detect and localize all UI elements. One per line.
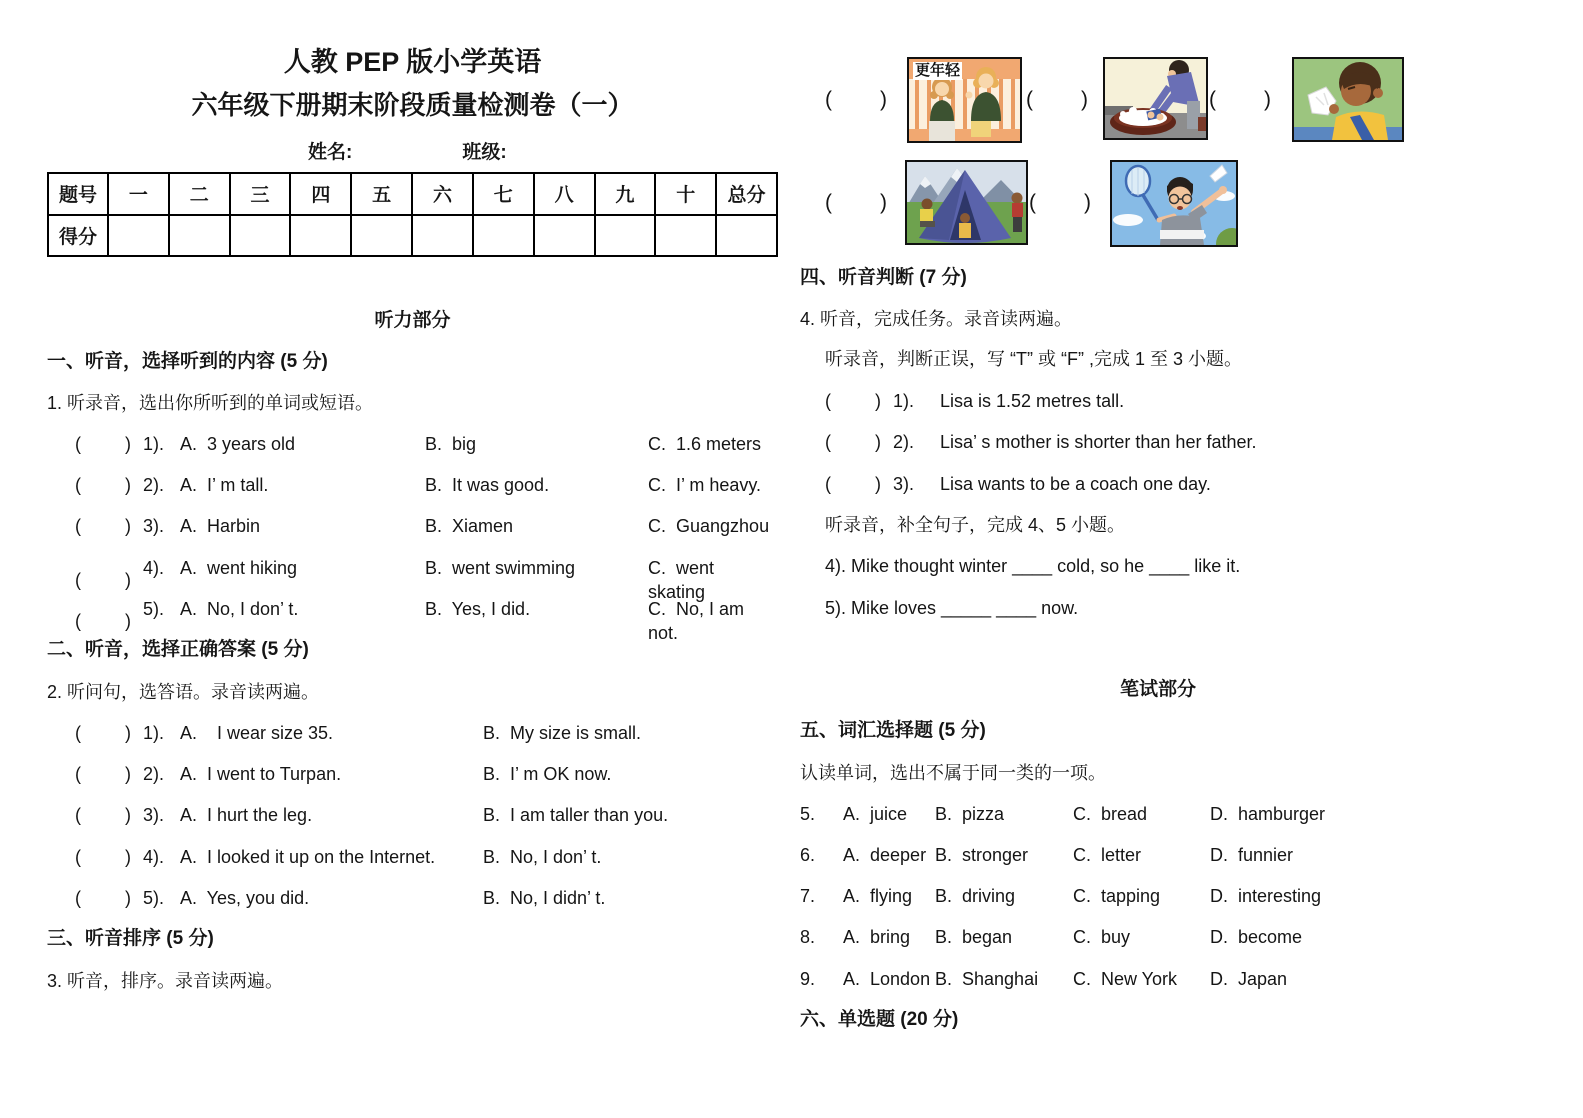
question-number: 5). (143, 599, 165, 619)
paren-open: ( (825, 391, 831, 411)
question-number: 2). (143, 764, 165, 784)
paren-open: ( (75, 570, 81, 590)
score-cell (473, 215, 534, 257)
section4-intro: 4. 听音，完成任务。录音读两遍。 (800, 309, 1073, 329)
answer-blank (75, 803, 143, 827)
fill-blank-sentence: 5). Mike loves _____ ____ now. (825, 598, 1079, 618)
score-cell (655, 215, 716, 257)
section2-heading: 二、听音，选择正确答案 (5 分) (47, 639, 309, 660)
exam-subtitle: 六年级下册期末阶段质量检测卷（一） (191, 90, 634, 120)
score-table (47, 172, 778, 257)
option-a: A. Yes, you did. (180, 888, 310, 908)
paren-open: ( (75, 475, 81, 495)
score-cell (534, 215, 595, 257)
score-col-1: 一 (108, 173, 169, 215)
option-a: A. juice (843, 804, 908, 824)
paren-close: ) (125, 475, 131, 495)
question-number: 1). (143, 723, 165, 743)
statement-text: Lisa is 1.52 metres tall. (940, 391, 1125, 411)
paren-open: ( (75, 434, 81, 454)
question-number: 2). (893, 432, 915, 452)
question-row (75, 803, 775, 827)
answer-blank (75, 845, 143, 869)
question-row (825, 389, 1515, 413)
section5-heading: 五、词汇选择题 (5 分) (800, 720, 986, 741)
score-col-3: 三 (230, 173, 291, 215)
question-number: 1). (893, 391, 915, 411)
picture-caption-younger: 更年轻 (915, 62, 961, 79)
option-b: B. Shanghai (935, 969, 1039, 989)
score-col-6: 六 (412, 173, 473, 215)
option-a: A. flying (843, 886, 913, 906)
score-row-label: 得分 (48, 215, 108, 257)
answer-blank (825, 88, 887, 112)
option-b: B. went swimming (425, 558, 576, 578)
question-row (75, 762, 775, 786)
section3-heading: 三、听音排序 (5 分) (47, 928, 214, 949)
option-c: C. I’ m heavy. (648, 475, 762, 495)
score-cell (108, 215, 169, 257)
option-b: B. big (425, 434, 477, 454)
question-row (800, 967, 1516, 991)
written-part-title: 笔试部分 (1119, 679, 1196, 700)
score-cell (290, 215, 351, 257)
option-d: D. become (1210, 927, 1303, 947)
name-class-row (308, 141, 507, 165)
paren-close: ) (125, 516, 131, 536)
paren-open: ( (75, 611, 81, 631)
question-row (800, 843, 1516, 867)
option-c: C. bread (1073, 804, 1148, 824)
option-c: C. No, I am not. (648, 599, 750, 643)
option-c: C. New York (1073, 969, 1178, 989)
fill-blank-sentence: 4). Mike thought winter ____ cold, so he ____ like it. (825, 556, 1241, 576)
paren-open: ( (825, 474, 831, 494)
question-number: 5. (800, 804, 816, 824)
paren-open: ( (825, 88, 832, 111)
score-col-2: 二 (169, 173, 230, 215)
score-table-header-row (48, 173, 777, 215)
option-a: A. Harbin (180, 516, 261, 536)
question-row (75, 432, 775, 456)
score-col-10: 十 (655, 173, 716, 215)
paren-close: ) (1081, 88, 1088, 111)
question-row (800, 884, 1516, 908)
option-a: A. I’ m tall. (180, 475, 269, 495)
option-b: B. Yes, I did. (425, 599, 531, 619)
paren-close: ) (125, 434, 131, 454)
option-b: B. stronger (935, 845, 1029, 865)
answer-blank (75, 432, 143, 456)
paren-open: ( (1209, 88, 1216, 111)
paren-close: ) (875, 432, 881, 452)
score-cell (412, 215, 473, 257)
paren-open: ( (825, 191, 832, 214)
question-number: 3). (143, 516, 165, 536)
question-row (75, 514, 775, 538)
option-c: C. tapping (1073, 886, 1161, 906)
section4-heading: 四、听音判断 (7 分) (800, 267, 967, 288)
paren-open: ( (75, 888, 81, 908)
question-row (800, 925, 1516, 949)
answer-blank (75, 473, 143, 497)
score-cell (595, 215, 656, 257)
answer-blank (1026, 88, 1088, 112)
statement-text: Lisa’ s mother is shorter than her father. (940, 432, 1257, 452)
score-cell (351, 215, 412, 257)
score-col-total: 总分 (716, 173, 777, 215)
option-c: C. went skating (648, 558, 720, 602)
option-d: D. interesting (1210, 886, 1322, 906)
score-cell (716, 215, 777, 257)
option-b: B. Xiamen (425, 516, 514, 536)
question-number: 5). (143, 888, 165, 908)
section3-intro: 3. 听音，排序。录音读两遍。 (47, 971, 284, 991)
question-number: 2). (143, 475, 165, 495)
question-row (825, 430, 1515, 454)
class-label: 班级: (462, 142, 507, 163)
option-d: D. Japan (1210, 969, 1288, 989)
question-row (800, 802, 1516, 826)
paren-close: ) (880, 191, 887, 214)
paren-open: ( (75, 516, 81, 536)
question-row (75, 845, 775, 869)
option-b: B. began (935, 927, 1013, 947)
paren-open: ( (75, 723, 81, 743)
paren-open: ( (1026, 88, 1033, 111)
answer-blank (825, 430, 893, 454)
paren-close: ) (880, 88, 887, 111)
score-col-8: 八 (534, 173, 595, 215)
option-d: D. funnier (1210, 845, 1294, 865)
question-number: 9. (800, 969, 816, 989)
exam-title: 人教 PEP 版小学英语 (283, 47, 542, 77)
picture-badminton (1110, 160, 1238, 247)
section4-fill-instruction: 听录音，补全句子，完成 4、5 小题。 (825, 515, 1126, 535)
paren-open: ( (75, 805, 81, 825)
option-c: C. Guangzhou (648, 516, 770, 536)
option-a: A. deeper (843, 845, 927, 865)
option-b: B. My size is small. (483, 723, 642, 743)
question-number: 1). (143, 434, 165, 454)
paren-open: ( (75, 847, 81, 867)
option-a: A. No, I don’ t. (180, 599, 299, 619)
option-a: A. went hiking (180, 558, 298, 578)
option-c: C. letter (1073, 845, 1142, 865)
section4-tf-instruction: 听录音，判断正误，写 “T” 或 “F” ,完成 1 至 3 小题。 (825, 349, 1242, 369)
score-table-corner-cell: 题号 (48, 173, 108, 215)
score-cell (230, 215, 291, 257)
paren-close: ) (125, 570, 131, 590)
score-col-9: 九 (595, 173, 656, 215)
question-number: 3). (893, 474, 915, 494)
option-a: A. I wear size 35. (180, 723, 334, 743)
score-col-4: 四 (290, 173, 351, 215)
answer-blank (825, 472, 893, 496)
paren-close: ) (125, 847, 131, 867)
paren-close: ) (125, 611, 131, 631)
question-row (75, 473, 775, 497)
paren-close: ) (1264, 88, 1271, 111)
option-b: B. No, I don’ t. (483, 847, 602, 867)
answer-blank (1209, 88, 1271, 112)
question-number: 6. (800, 845, 816, 865)
answer-blank (825, 389, 893, 413)
section2-intro: 2. 听问句，选答语。录音读两遍。 (47, 682, 320, 702)
paren-close: ) (125, 764, 131, 784)
section6-heading: 六、单选题 (20 分) (800, 1009, 959, 1030)
answer-blank (75, 721, 143, 745)
paren-close: ) (875, 474, 881, 494)
option-c: C. 1.6 meters (648, 434, 762, 454)
listening-part-title: 听力部分 (374, 310, 451, 331)
question-row (825, 472, 1515, 496)
question-number: 8. (800, 927, 816, 947)
option-a: A. 3 years old (180, 434, 296, 454)
paren-open: ( (75, 764, 81, 784)
option-b: B. No, I didn’ t. (483, 888, 606, 908)
score-col-7: 七 (473, 173, 534, 215)
option-a: A. I hurt the leg. (180, 805, 313, 825)
question-number: 4). (143, 847, 165, 867)
score-col-5: 五 (351, 173, 412, 215)
question-number: 4). (143, 558, 165, 578)
name-label: 姓名: (308, 142, 353, 163)
score-cell (169, 215, 230, 257)
option-a: A. London (843, 969, 931, 989)
picture-washing-clothes (1103, 57, 1208, 140)
answer-blank (75, 762, 143, 786)
question-row (75, 886, 775, 910)
option-a: A. I looked it up on the Internet. (180, 847, 436, 867)
paren-close: ) (125, 723, 131, 743)
option-b: B. It was good. (425, 475, 550, 495)
option-a: A. I went to Turpan. (180, 764, 342, 784)
option-c: C. buy (1073, 927, 1131, 947)
answer-blank (75, 514, 143, 538)
answer-blank (1029, 191, 1091, 215)
statement-text: Lisa wants to be a coach one day. (940, 474, 1211, 494)
picture-younger-comparison (907, 57, 1022, 143)
question-number: 7. (800, 886, 816, 906)
paren-open: ( (1029, 191, 1036, 214)
option-b: B. I’ m OK now. (483, 764, 612, 784)
paren-close: ) (125, 888, 131, 908)
paren-close: ) (1084, 191, 1091, 214)
answer-blank (825, 191, 887, 215)
answer-blank (75, 886, 143, 910)
paren-close: ) (125, 805, 131, 825)
option-a: A. bring (843, 927, 911, 947)
picture-camping-tent (905, 160, 1028, 245)
section5-intro: 认读单词，选出不属于同一类的一项。 (800, 763, 1106, 783)
option-b: B. I am taller than you. (483, 805, 669, 825)
paren-close: ) (875, 391, 881, 411)
question-row (75, 721, 775, 745)
score-table-score-row (48, 215, 777, 257)
section1-intro: 1. 听录音，选出你所听到的单词或短语。 (47, 393, 374, 413)
question-number: 3). (143, 805, 165, 825)
option-b: B. driving (935, 886, 1016, 906)
option-b: B. pizza (935, 804, 1005, 824)
option-d: D. hamburger (1210, 804, 1326, 824)
paren-open: ( (825, 432, 831, 452)
picture-blowing-nose (1292, 57, 1404, 142)
section1-heading: 一、听音，选择听到的内容 (5 分) (47, 351, 328, 372)
